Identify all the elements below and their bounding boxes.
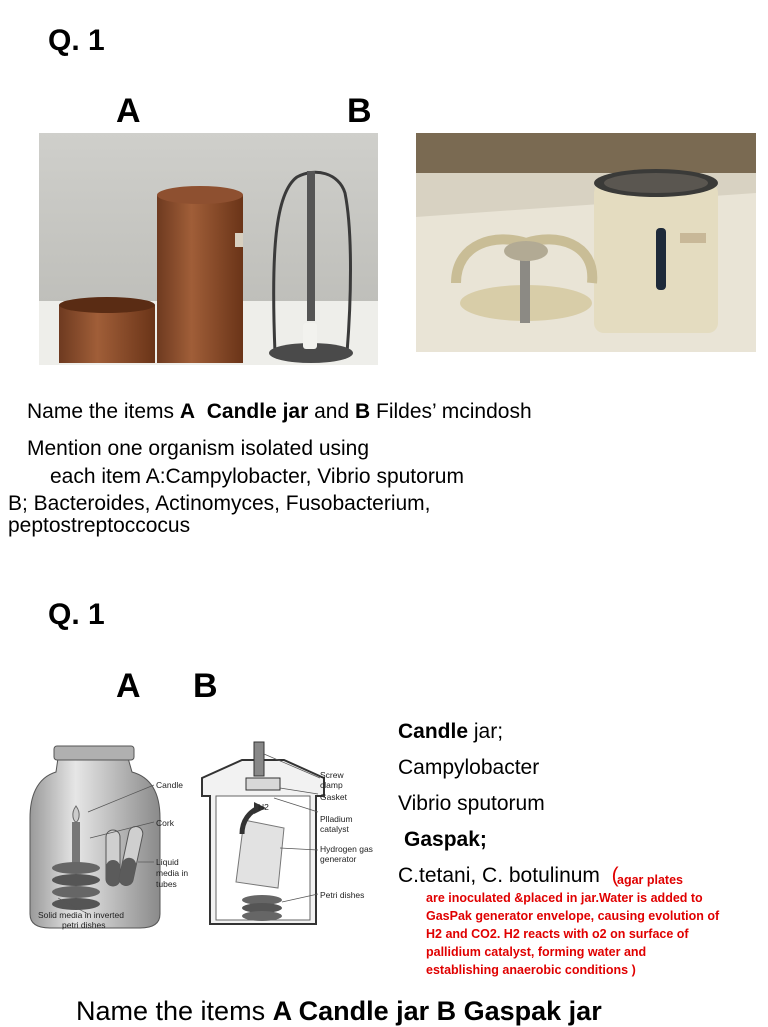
label-petri-dishes: Petri dishes <box>320 890 365 900</box>
answer-clostridia-line <box>398 864 619 888</box>
label-liquid-1: Liquid <box>156 857 179 867</box>
answer-vibrio: Vibrio sputorum <box>398 792 545 815</box>
question-name-prefix: Name the items <box>27 400 180 423</box>
label-liquid-2: media in <box>156 868 189 878</box>
answer-campylobacter: Campylobacter <box>398 756 540 779</box>
label-gasket: Gasket <box>320 792 347 802</box>
label-cork: Cork <box>156 818 174 828</box>
bottom-name-items <box>76 996 602 1027</box>
slide1-label-b: B <box>347 92 372 130</box>
label-solid-1: Solid media in inverted <box>38 910 124 920</box>
label-hydrogen-2: generator <box>320 854 357 864</box>
question-mention-line2: each item A:Campylobacter, Vibrio sputorum <box>50 465 464 488</box>
candle-jar-drawing <box>30 746 160 928</box>
label-screw-2: clamp <box>320 780 343 790</box>
answer-clostridia: C.tetani, C. botulinum <box>398 864 600 887</box>
anaerobic-jar-diagram <box>28 738 380 938</box>
red-note-4: H2 and CO2. H2 reacts with o2 on surface of <box>426 927 689 941</box>
bottom-prefix: Name the items <box>76 996 273 1026</box>
red-note-1: agar plates <box>617 873 684 887</box>
red-note-2: are inoculated &placed in jar.Water is added to <box>426 891 703 905</box>
gaspak-jar-drawing <box>202 742 324 924</box>
question-mention-line3: B; Bacteroides, Actinomyces, Fusobacterium, <box>8 492 431 515</box>
answer-a-candle-jar: Candle jar <box>206 400 309 423</box>
question-name-items <box>27 400 532 424</box>
answer-candle-bold: Candle <box>398 720 469 743</box>
label-hydrogen-1: Hydrogen gas <box>320 844 373 854</box>
red-note-3: GasPak generator envelope, causing evolution of <box>426 909 720 923</box>
label-solid-2: petri dishes <box>62 920 106 930</box>
label-screw-1: Screw <box>320 770 344 780</box>
red-paren: ( <box>611 864 619 887</box>
bottom-answer: A Candle jar B Gaspak jar <box>272 996 602 1026</box>
answer-candle-jar <box>398 720 503 744</box>
slide1-title: Q. 1 <box>48 24 105 57</box>
photo-candle-jar <box>39 133 378 365</box>
red-note-5: pallidium catalyst, forming water and <box>426 945 647 959</box>
question-name-b: B <box>355 400 371 423</box>
slide2-title: Q. 1 <box>48 598 105 631</box>
slide2-label-a: A <box>116 667 141 705</box>
question-mention-line4: peptostreptoccocus <box>8 514 191 537</box>
question-name-and: and <box>308 400 355 423</box>
answer-b-fildes: Fildes’ mcindosh <box>370 400 532 423</box>
slide2-label-b: B <box>193 667 218 705</box>
answer-candle-rest: jar; <box>468 720 504 743</box>
label-catalyst-2: catalyst <box>320 824 349 834</box>
label-h2: H2 <box>258 802 269 812</box>
question-name-a: A <box>179 400 196 423</box>
label-liquid-3: tubes <box>156 879 177 889</box>
slide1-label-a: A <box>116 92 141 130</box>
red-note-6: establishing anaerobic conditions ) <box>426 963 636 977</box>
photo-mcintosh-jar <box>416 133 756 352</box>
question-mention-line1: Mention one organism isolated using <box>27 437 370 460</box>
label-catalyst-1: Plladium <box>320 814 353 824</box>
answer-gaspak: Gaspak; <box>404 828 487 851</box>
label-candle: Candle <box>156 780 183 790</box>
